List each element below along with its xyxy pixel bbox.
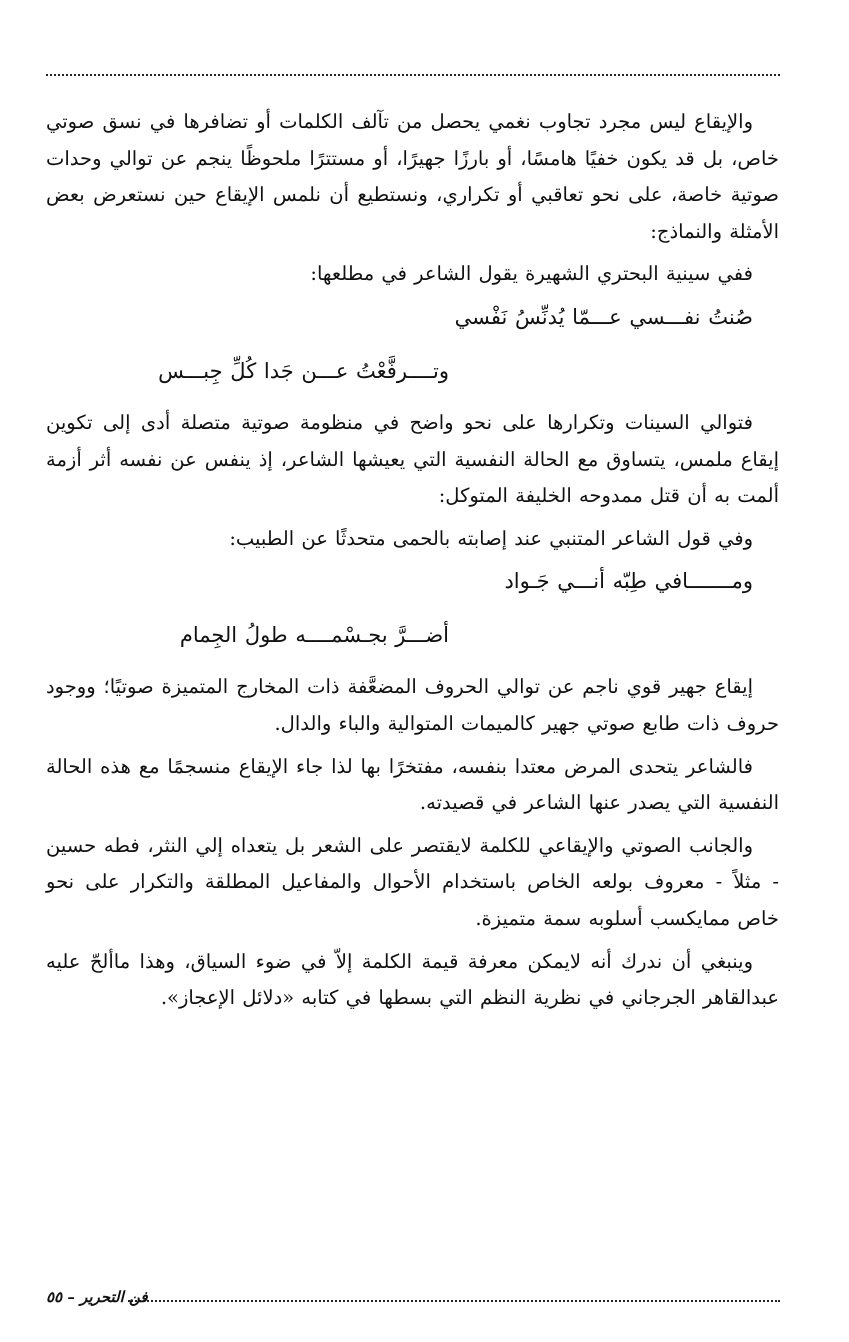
paragraph-poet-defies-illness: فالشاعر يتحدى المرض معتدا بنفسه، مفتخرًا بها لذا جاء الإيقاع منسجمًا مع هذه الحالة النفسية التي يصدر عنها الشاعر في قصيدته. xyxy=(46,754,779,815)
footer-book-title: فن التحرير xyxy=(80,1288,148,1306)
paragraph-mutanabbi-intro: وفي قول الشاعر المتنبي عند إصابته بالحمى متحدثًا عن الطبيب: xyxy=(229,526,753,550)
footer-separator: – xyxy=(67,1288,75,1306)
paragraph-buhturi-intro: ففي سينية البحتري الشهيرة يقول الشاعر في مطلعها: xyxy=(310,262,753,286)
paragraph-loud-rhythm: إيقاع جهير قوي ناجم عن توالي الحروف المضعَّفة ذات المخارج المتميزة صوتيًا؛ ووجود حروف ذات طابع صوتي جهير كالميمات المتوالية والباء والدال. xyxy=(46,675,779,735)
page-footer xyxy=(46,1288,148,1306)
top-dotted-rule xyxy=(46,74,780,76)
verse-mutanabbi-first-hemistich: ومـــــــافي طِبّه أنـــي جَـواد xyxy=(504,569,753,594)
paragraph-sin-repetition: فتوالي السينات وتكرارها على نحو واضح في منظومة صوتية متصلة أدى إلى تكوين إيقاع ملمس، يتساوق مع الحالة النفسية التي يعيشها الشاعر، إذ ينفس عن نفسه أثر أزمة ألمت به أن قتل ممدوحه الخليفة المتوكل: xyxy=(46,410,779,508)
paragraph-context: وينبغي أن ندرك أنه لايمكن معرفة قيمة الكلمة إلاّ في ضوء السياق، وهذا ماألحّ عليه عبدالقاهر الجرجاني في نظرية النظم التي بسطها في كتابه «دلائل الإعجاز». xyxy=(46,949,779,1010)
paragraph-prose-rhythm: والجانب الصوتي والإيقاعي للكلمة لايقتصر على الشعر بل يتعداه إلي النثر، فطه حسين - مثلاً - معروف بولعه الخاص باستخدام الأحوال والمفاعيل المطلقة والتكرار على نحو خاص ممايكسب أسلوبه سمة متميزة. xyxy=(46,833,779,930)
page-body xyxy=(46,104,779,1023)
verse-buhturi-second-hemistich: وتــــرفَّعْتُ عـــن جَدا كُلِّ جِبـــس xyxy=(158,358,449,383)
verse-buhturi-first-hemistich: صُنتُ نفـــسي عـــمّا يُدنِّسُ نَفْسي xyxy=(454,304,753,329)
verse-mutanabbi-second-hemistich: أضـــرَّ بجـسْمــــه طولُ الجِمام xyxy=(179,623,449,648)
paragraph-rhythm-definition: والإيقاع ليس مجرد تجاوب نغمي يحصل من تآلف الكلمات أو تضافرها في نسق صوتي خاص، بل قد يكون خفيًا هامسًا، أو بارزًا جهيرًا، أو مستترًا ملحوظًا ينجم عن توالي وحدات صوتية خاصة، على نحو تعاقبي أو تكراري، ونستطيع أن نلمس الإيقاع حين نستعرض بعض الأمثلة والنماذج: xyxy=(46,110,779,243)
bottom-dotted-rule xyxy=(128,1300,780,1302)
footer-page-number: ٥٥ xyxy=(46,1288,63,1306)
